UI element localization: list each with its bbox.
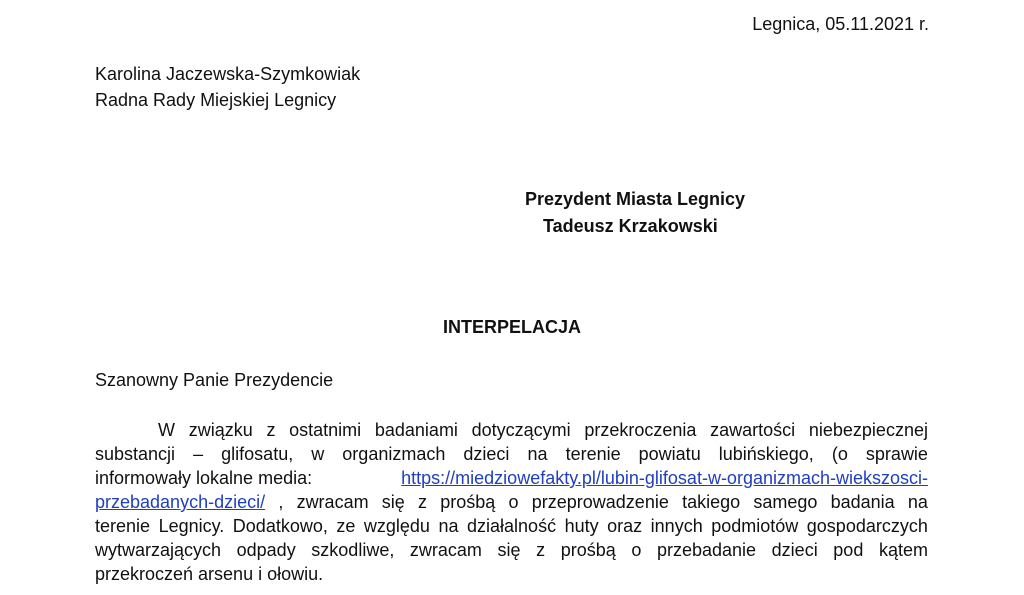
recipient-name: Tadeusz Krzakowski [543,216,718,236]
source-link-part2[interactable]: przebadanych-dzieci/ [95,492,266,512]
body-line-4-word: o [508,492,519,512]
source-link-part1[interactable]: https://miedziowefakty.pl/lubin-glifosat-w-organizmach-wiekszosci- [401,468,928,488]
body-line-3-text: informowały lokalne media: [95,468,313,488]
body-line-7 [95,562,928,586]
body-line-4-word: badania [830,492,895,512]
body-line-4 [95,490,928,514]
body-line-4-words: , [278,492,284,512]
body-line-6: wytwarzających odpady szkodliwe, zwracam się z prośbą o przebadanie dzieci pod kątem [95,540,928,560]
body-line-5: terenie Legnicy. Dodatkowo, ze względu na działalność huty oraz innych podmiotów gospodarczych [95,516,928,536]
body-line-3 [95,466,928,490]
salutation: Szanowny Panie Prezydencie [95,370,334,390]
body-line-4-word: zwracam [296,492,369,512]
body-line-4-word: przeprowadzenie [531,492,669,512]
sender-role: Radna Rady Miejskiej Legnicy [95,90,337,110]
body-line-4-word: na [907,492,928,512]
body-line-1: W związku z ostatnimi badaniami dotyczącymi przekroczenia zawartości niebezpiecznej [158,420,928,440]
sender-name: Karolina Jaczewska-Szymkowiak [95,64,361,84]
body-line-4-word: prośbą [440,492,496,512]
body-line-4-word: się [381,492,405,512]
recipient-role: Prezydent Miasta Legnicy [525,189,746,209]
date-line: Legnica, 05.11.2021 r. [752,14,929,34]
body-line-2: substancji – glifosatu, w organizmach dzieci na terenie powiatu lubińskiego, (o sprawie [95,444,928,464]
body-line-7-text: przekroczeń arsenu i ołowiu. [95,564,324,584]
body-line-4-word: z [418,492,428,512]
body-line-4-word: takiego [682,492,741,512]
document-title: INTERPELACJA [442,317,581,337]
body-line-4-word: samego [753,492,818,512]
